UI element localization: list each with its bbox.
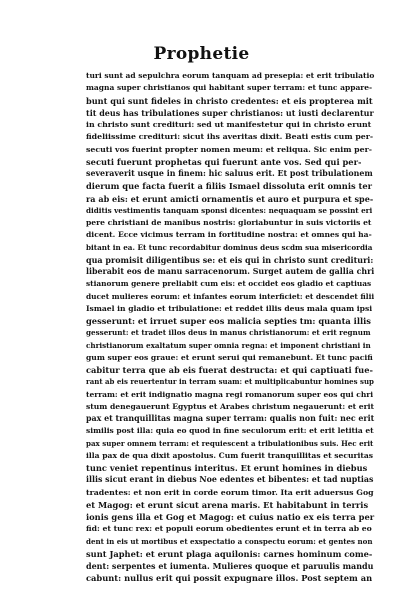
text-line: illa pax de qua dixit apostolus. Cum fuerit tranquillitas et securitas [86,450,374,460]
text-line: qua promisit diligentibus se: et eis qui in christo sunt credituri: [86,254,374,265]
text-line: dicent. Ecce vicimus terram in fortitudine nostra: et omnes qui ha- [86,230,372,240]
text-line: Ismael in gladio et tribulatione: et reddet illis deus mala quam ipsi [86,303,373,313]
text-line: dierum que facta fuerit a filiis Ismael dissoluta erit omnis ter [86,181,373,192]
text-line: fid: et tunc rex: et populi eorum obedientes erunt et in terra ab eo [86,524,372,534]
text-line: tit deus has tribulationes super christianos: ut iusti declarentur [86,107,374,118]
text-line: secuti vos fuerint propter nomen meum: et reliqua. Sic enim per- [86,144,372,154]
text-line: ra ab eis: et erunt amicti ornamentis et auro et purpura et spe- [86,193,374,204]
text-line: liberabit eos de manu sarracenorum. Surget autem de gallia chri [86,267,375,276]
text-line: cabunt: nullus erit qui possit expugnare illos. Post septem an [86,573,373,584]
text-line: in christo sunt credituri: sed ut manifestetur qui in christo erunt [86,120,372,129]
text-column [86,70,375,584]
text-line: sunt Japhet: et erunt plaga aquilonis: carnes hominum come- [86,548,373,559]
text-line: magna super christianos qui habitant super terram: et tunc appare- [86,83,373,93]
text-line: secuti fuerunt prophetas qui fuerunt ante vos. Sed qui per- [86,156,362,167]
text-line: pax super omnem terram: et requiescent a tribulationibus suis. Hec erit [86,438,374,448]
text-line: ionis gens illa et Gog et Magog: et cuius natio ex eis terra per [86,512,375,522]
text-line: bunt qui sunt fideles in christo credentes: et eis propterea mit [86,95,373,106]
text-line: stum denegauerunt Egyptus et Arabes christum negauerunt: et erit [86,401,375,411]
text-line: dent in eis ut mortibus et exspectatio a conspectu eorum: et gentes non [86,536,373,546]
text-line: ducet mulieres eorum: et infantes eorum interficiet: et descendet filii [86,291,375,301]
running-head: Prophetie [153,44,250,64]
text-line: pax et tranquillitas magna super terram: qualis non fuit: nec erit [86,414,375,423]
text-line: turi sunt ad sepulchra eorum tanquam ad presepia: et erit tribulatio [86,71,375,80]
text-line: stianorum genere preliabit cum eis: et occidet eos gladio et captiuas [86,279,372,289]
text-line: dent: serpentes et iumenta. Mulieres quoque et paruulis mandu [86,561,374,571]
text-line: bitant in ea. Et tunc recordabitur dominus deus scdm sua misericordia [86,242,373,252]
text-line: et Magog: et erunt sicut arena maris. Et habitabunt in terris [86,499,369,510]
text-line: gum super eos graue: et erunt serui qui remanebunt. Et tunc pacifi [86,352,373,362]
text-line: christianorum exaltatum super omnia regna: et imponent christiani in [86,340,371,350]
text-line: illis sicut erant in diebus Noe edentes et bibentes: et tad nuptias [86,475,374,485]
text-line: pere christiani de manibus nostris: gloriabuntur in suis victoriis et [86,218,372,227]
text-line: tradentes: et non erit in corde eorum timor. Ita erit aduersus Gog [86,487,374,497]
text-line: similis post illa: quia eo quod in fine seculorum erit: et erit letitia et [86,426,374,436]
text-line: diditis vestimentis tanquam sponsi dicentes: nequaquam se possint eri [86,205,373,215]
text-line: severaverit usque in finem: hic saluus erit. Et post tribulationem [86,169,373,178]
text-line: fideliissime credituri: sicut ihs averitas dixit. Beati estis cum per- [86,132,374,142]
text-line: cabitur terra que ab eis fuerat destructa: et qui captiuati fue- [86,365,373,375]
text-line: tunc veniet repentinus interitus. Et erunt homines in diebus [86,463,368,473]
text-line: gesserunt: et tradet illos deus in manus christianorum: et erit regnum [86,328,371,338]
text-line: rant ab eis reuertentur in terram suam: et multiplicabuntur homines sup [86,377,374,387]
text-line: terram: et erit indignatio magna regi romanorum super eos qui chri [86,389,374,399]
text-line: gesserunt: et irruet super eos malicia septies tm: quanta illis [86,316,371,326]
